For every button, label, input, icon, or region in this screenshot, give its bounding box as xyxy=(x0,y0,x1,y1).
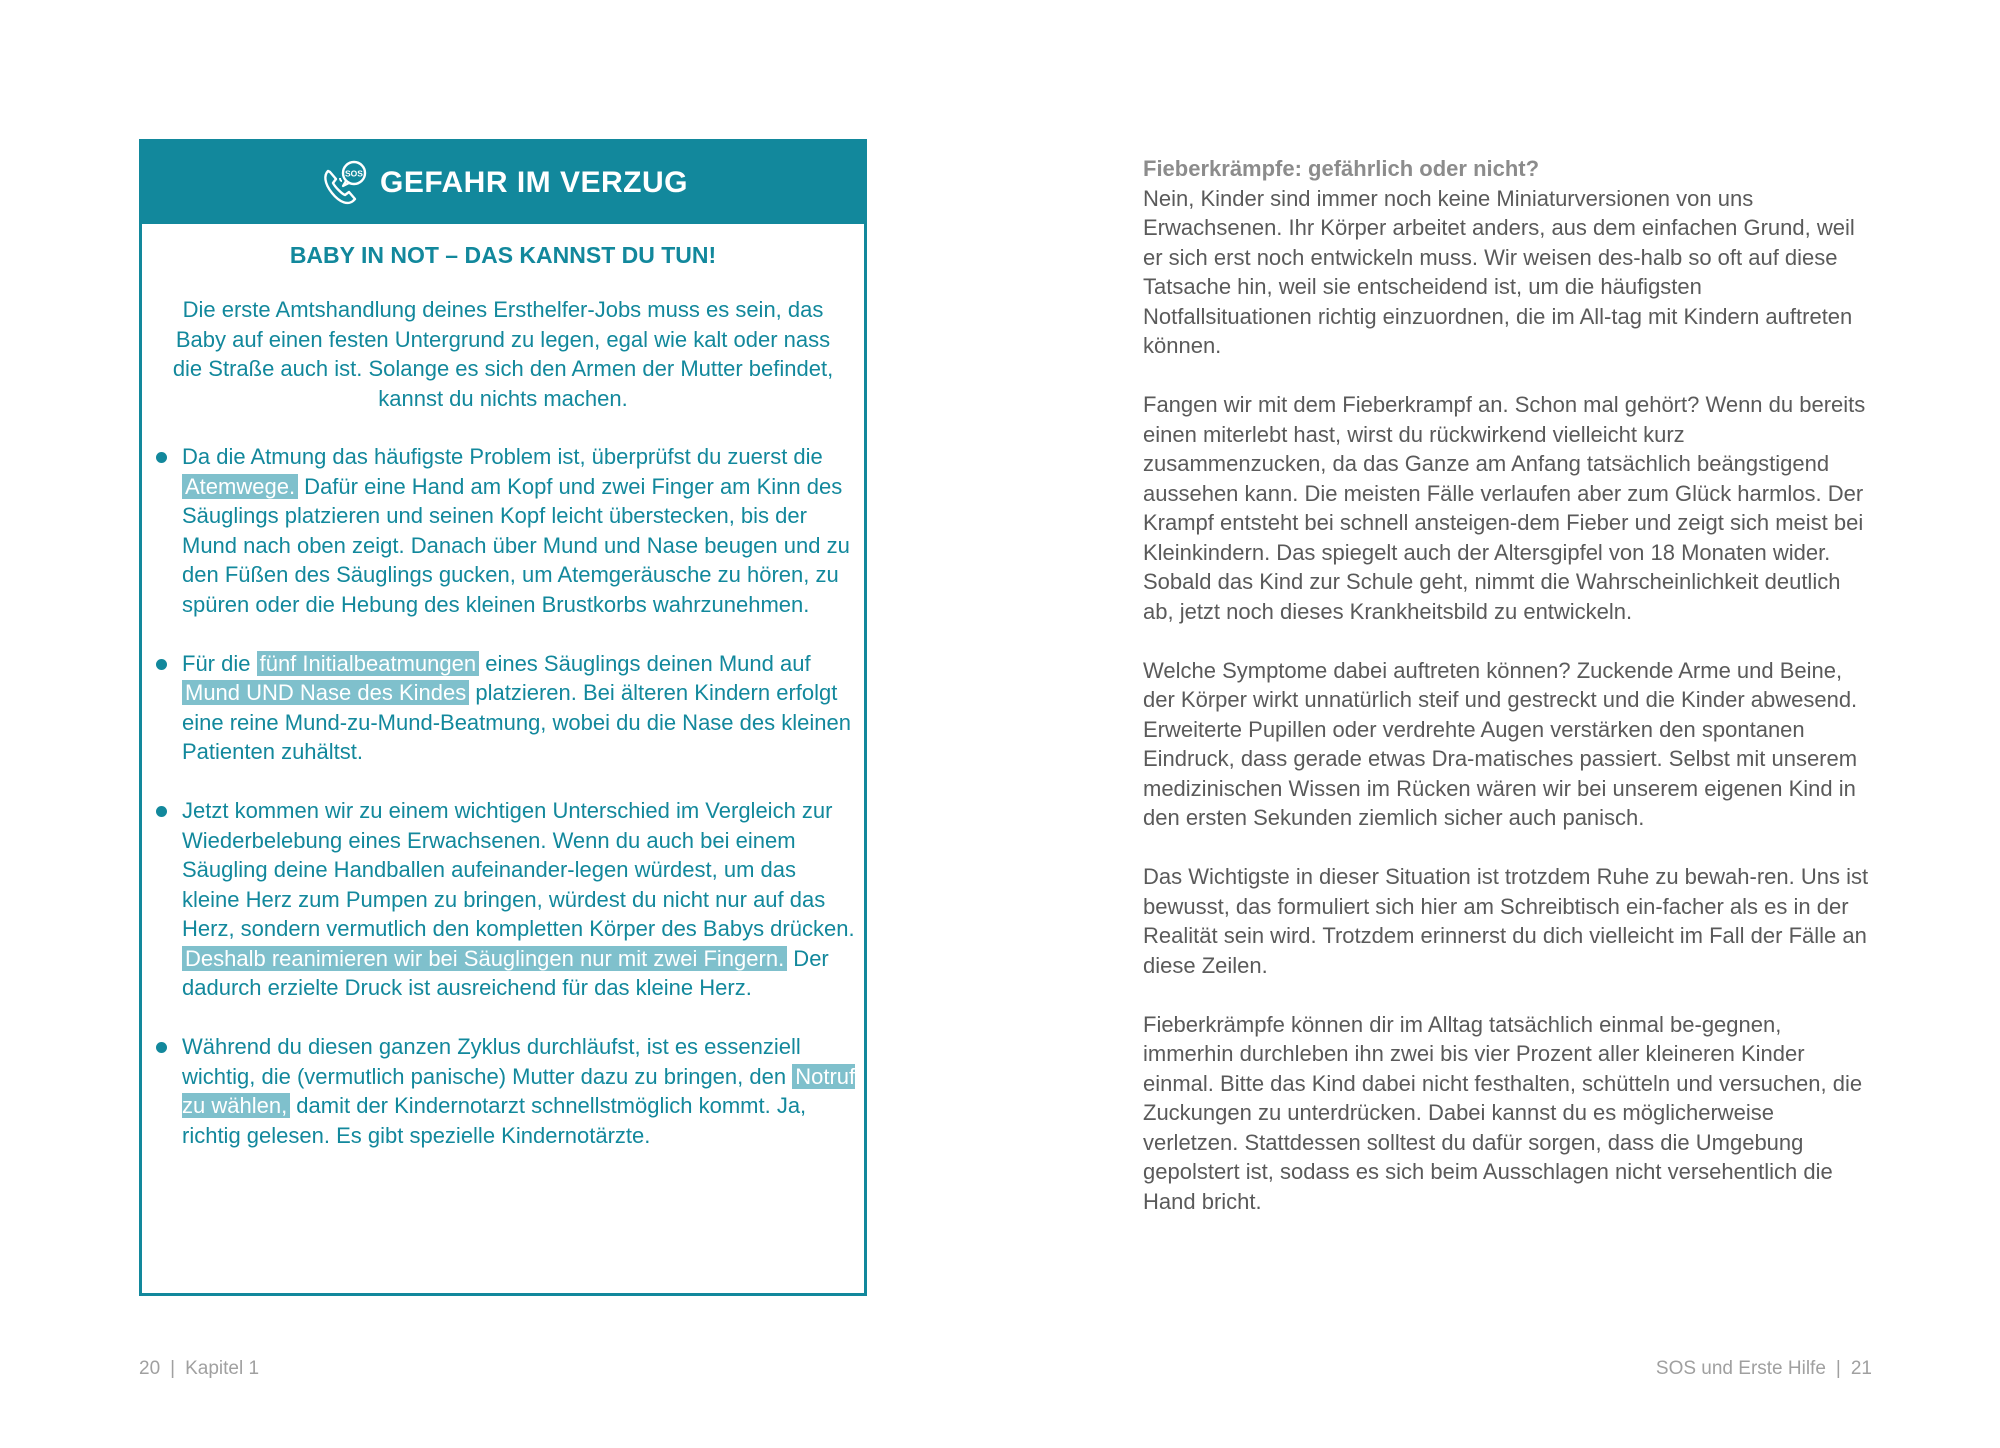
bullet-dot xyxy=(156,806,167,817)
paragraph: Das Wichtigste in dieser Situation ist trotzdem Ruhe zu bewah-ren. Uns ist bewusst, das formuliert sich hier am Schreibtisch ein-facher als es in der Realität sein wird. Trotzdem erinnerst du dich vielleicht im Fall der Fälle an diese Zeilen. xyxy=(1143,864,1869,978)
emergency-box xyxy=(139,139,867,1296)
bullet-dot xyxy=(156,1042,167,1053)
box-title: GEFAHR IM VERZUG xyxy=(379,166,688,199)
bullet-text: Für die xyxy=(182,650,257,676)
right-body xyxy=(1143,154,1873,1246)
highlight-text: Mund UND Nase des Kindes xyxy=(182,680,469,705)
paragraph: Fieberkrämpfe können dir im Alltag tatsächlich einmal be-gegnen, immerhin durchleben ihn zwei bis vier Prozent aller kleineren Kinder einmal. Bitte das Kind dabei nicht festhalten, schütteln und versuchen, die Zuckungen zu unterdrücken. Dabei kannst du es möglicherweise verletzen. Stattdessen solltest du dafür sorgen, dass die Umgebung gepolstert ist, sodass es sich beim Ausschlagen nicht versehentlich die Hand bricht. xyxy=(1143,1011,1863,1214)
section-heading: Fieberkrämpfe: gefährlich oder nicht? xyxy=(1143,156,1540,181)
bullet-item-compression xyxy=(156,796,856,1003)
highlight-text: Deshalb reanimieren wir bei Säuglingen nur mit zwei Fingern. xyxy=(182,946,787,971)
footer-right xyxy=(1656,1358,1872,1380)
bullet-item-emergency-call xyxy=(156,1032,856,1150)
box-header xyxy=(142,142,864,224)
bullet-text: eines Säuglings deinen Mund auf xyxy=(479,650,811,676)
box-intro: Die erste Amtshandlung deines Ersthelfer-Jobs muss es sein, das Baby auf einen festen Untergrund zu legen, egal wie kalt oder nass die Straße auch ist. Solange es sich den Armen der Mutter befindet, kannst du nichts machen. xyxy=(172,297,834,411)
bullet-text: Der dadurch erzielte Druck ist ausreichend für das kleine Herz. xyxy=(182,945,829,1000)
bullet-dot xyxy=(156,452,167,463)
paragraph: Fangen wir mit dem Fieberkrampf an. Schon mal gehört? Wenn du bereits einen miterlebt hast, wirst du rückwirkend vielleicht kurz zusammenzucken, da das Ganze am Anfang tatsächlich beängstigend aussehen kann. Die meisten Fälle verlaufen aber zum Glück harmlos. Der Krampf entsteht bei schnell ansteigen-dem Fieber und zeigt sich meist bei Kleinkindern. Das spiegelt auch der Altersgipfel von 18 Monaten wider. Sobald das Kind zur Schule geht, nimmt die Wahrscheinlichkeit deutlich ab, jetzt noch dieses Krankheitsbild zu entwickeln. xyxy=(1143,392,1866,624)
footer-separator: | xyxy=(170,1358,176,1379)
bullet-text: Da die Atmung das häufigste Problem ist, überprüfst du zuerst die xyxy=(182,444,823,469)
book-section-title: SOS und Erste Hilfe xyxy=(1655,1358,1826,1379)
svg-text:SOS: SOS xyxy=(345,168,363,179)
bullet-text: platzieren. Bei älteren Kindern erfolgt eine reine Mund-zu-Mund-Beatmung, wobei du die Nase des kleinen Patienten zuhältst. xyxy=(182,680,851,764)
bullet-text: Während du diesen ganzen Zyklus durchläufst, ist es essenziell wichtig, die (vermutlich panische) Mutter dazu zu bringen, den xyxy=(182,1034,801,1089)
bullet-dot xyxy=(156,659,167,670)
highlight-text: fünf Initialbeatmungen xyxy=(257,651,480,676)
right-page xyxy=(1000,0,2000,1448)
footer-left xyxy=(139,1358,259,1380)
bullet-item-airway xyxy=(156,442,856,619)
chapter-label: Kapitel 1 xyxy=(185,1358,260,1379)
bullet-text: damit der Kindernotarzt schnellstmöglich kommt. Ja, richtig gelesen. Es gibt spezielle Kindernotärzte. xyxy=(182,1093,807,1148)
bullet-text: Dafür eine Hand am Kopf und zwei Finger am Kinn des Säuglings platzieren und seinen Kopf leicht überstecken, bis der Mund nach oben zeigt. Danach über Mund und Nase beugen und zu den Füßen des Säuglings gucken, um Atemgeräusche zu hören, zu spüren oder die Hebung des kleinen Brustkorbs wahrzunehmen. xyxy=(182,473,850,617)
paragraph: Nein, Kinder sind immer noch keine Miniaturversionen von uns Erwachsenen. Ihr Körper arbeitet anders, aus dem einfachen Grund, weil er sich erst noch entwickeln muss. Wir weisen des-halb so oft auf diese Tatsache hin, weil sie entscheidend ist, um die häufigsten Notfallsituationen richtig einzuordnen, die im All-tag mit Kindern auftreten können. xyxy=(1143,185,1855,358)
paragraph: Welche Symptome dabei auftreten können? Zuckende Arme und Beine, der Körper wirkt unnatürlich steif und gestreckt und die Kinder abwesend. Erweiterte Pupillen oder verdrehte Augen verstärken den spontanen Eindruck, dass gerade etwas Dra-matisches passiert. Selbst mit unserem medizinischen Wissen im Rücken wären wir bei unserem eigenen Kind in den ersten Sekunden ziemlich sicher auch panisch. xyxy=(1143,657,1858,830)
bullet-text: Jetzt kommen wir zu einem wichtigen Unterschied im Vergleich zur Wiederbelebung eines Erwachsenen. Wenn du auch bei einem Säugling deine Handballen aufeinander-legen würdest, um das kleine Herz zum Pumpen zu bringen, würdest du nicht nur auf das Herz, sondern vermutlich den kompletten Körper des Babys drücken. xyxy=(182,798,855,941)
sos-phone-icon xyxy=(318,157,370,209)
page-number: 21 xyxy=(1850,1358,1872,1379)
bullet-list xyxy=(142,442,864,1150)
box-subtitle: BABY IN NOT – DAS KANNST DU TUN! xyxy=(289,242,717,268)
bullet-item-ventilation xyxy=(156,649,856,767)
page-number: 20 xyxy=(139,1358,161,1379)
highlight-text: Atemwege. xyxy=(182,474,298,499)
footer-separator: | xyxy=(1835,1358,1841,1379)
highlight-text: Notruf zu wählen, xyxy=(182,1063,856,1118)
